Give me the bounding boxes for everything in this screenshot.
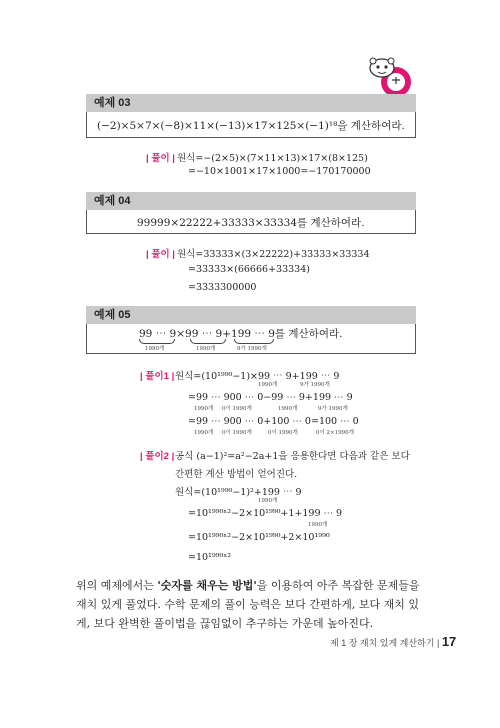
example-04-box	[86, 210, 416, 234]
underbrace-label: 0이 2×1990개	[316, 430, 354, 436]
example-04-header	[86, 192, 416, 210]
underbrace-label: 1990개	[196, 346, 216, 352]
example-05-problem: 99 ⋯ 9×99 ⋯ 9+199 ⋯ 9를 계산하여라.	[139, 328, 343, 340]
solution-05b-label: | 풀이2 |	[140, 451, 175, 462]
closing-suffix: 을 이용하여 아주 복잡한 문제들을 재치 있게 풀었다. 수학 문제의 풀이 능력은 보다 간편하게, 보다 재치 있게, 보다 완벽한 풀이법을 끊임없이 추구하는 가운데 높아진다.	[76, 579, 420, 630]
example-04-label: 예제 04	[94, 195, 131, 207]
solution-04-label: | 풀이 |	[146, 249, 175, 260]
chapter-title: 제 1 장 재치 있게 계산하기 |	[330, 638, 440, 648]
example-03-problem: (−2)×5×7×(−8)×11×(−13)×17×125×(−1)¹⁸을 계산하여라.	[97, 120, 405, 132]
solution-04-line-2: =33333×(66666+33334)	[188, 264, 310, 275]
example-04-problem: 99999×22222+33333×33334를 계산하여라.	[137, 217, 365, 229]
solution-05a-line-2: =99 ⋯ 900 ⋯ 0−99 ⋯ 9+199 ⋯ 9	[188, 392, 353, 403]
underbrace-label: 1990개	[258, 498, 278, 504]
underbrace-label: 1990개	[308, 522, 328, 528]
solution-03-line-1: 원식=−(2×5)×(7×11×13)×17×(8×125)	[177, 153, 368, 164]
underbrace-label: 1990개	[145, 346, 165, 352]
example-05-label: 예제 05	[94, 309, 131, 321]
closing-highlight: '숫자를 채우는 방법'	[157, 579, 257, 592]
example-05-header	[86, 306, 416, 324]
closing-paragraph	[76, 576, 426, 633]
example-05-box	[86, 324, 416, 354]
example-03-box	[86, 112, 416, 138]
solution-05b-line-3: 원식=(10¹⁹⁹⁰−1)²+199 ⋯ 9	[175, 487, 302, 498]
solution-05b-line-1: 공식 (a−1)²=a²−2a+1을 응용한다면 다음과 같은 보다	[175, 451, 410, 462]
solution-04-line-3: =3333300000	[188, 282, 257, 293]
underbrace-label: 0이 1990개	[222, 430, 252, 436]
solution-05b-line-5: =10¹⁹⁹⁰ˣ²−2×10¹⁹⁹⁰+2×10¹⁹⁹⁰	[188, 532, 330, 543]
solution-05a-line-3: =99 ⋯ 900 ⋯ 0+100 ⋯ 0=100 ⋯ 0	[188, 416, 359, 427]
solution-05a-line-1: 원식=(10¹⁹⁹⁰−1)×99 ⋯ 9+199 ⋯ 9	[175, 371, 340, 382]
solution-03-label: | 풀이 |	[146, 153, 175, 164]
solution-05b-line-2: 간편한 계산 방법이 얻어진다.	[175, 469, 298, 480]
example-03-header	[86, 94, 416, 112]
underbrace-label: 1990개	[194, 430, 214, 436]
underbrace-label: 1990개	[258, 382, 278, 388]
solution-04-line-1: 원식=33333×(3×22222)+33333×33334	[177, 249, 370, 260]
underbrace-label: 9가 1990개	[237, 346, 267, 352]
underbrace-label: 0이 1990개	[222, 406, 252, 412]
solution-05b-line-4: =10¹⁹⁹⁰ˣ²−2×10¹⁹⁹⁰+1+199 ⋯ 9	[188, 508, 343, 519]
underbrace-label: 9가 1990개	[318, 406, 348, 412]
example-03-label: 예제 03	[94, 97, 131, 109]
page-footer	[330, 634, 456, 649]
closing-prefix: 위의 예제에서는	[76, 579, 158, 592]
page-number: 17	[441, 634, 457, 649]
solution-03-line-2: =−10×1001×17×1000=−170170000	[188, 166, 371, 177]
solution-05a-label: | 풀이1 |	[140, 371, 175, 382]
underbrace-label: 0이 1990개	[268, 430, 298, 436]
underbrace-label: 9가 1990개	[300, 382, 330, 388]
underbrace-label: 1990개	[278, 406, 298, 412]
solution-05b-line-6: =10¹⁹⁹⁰ˣ²	[188, 552, 232, 563]
underbrace-label: 1990개	[194, 406, 214, 412]
